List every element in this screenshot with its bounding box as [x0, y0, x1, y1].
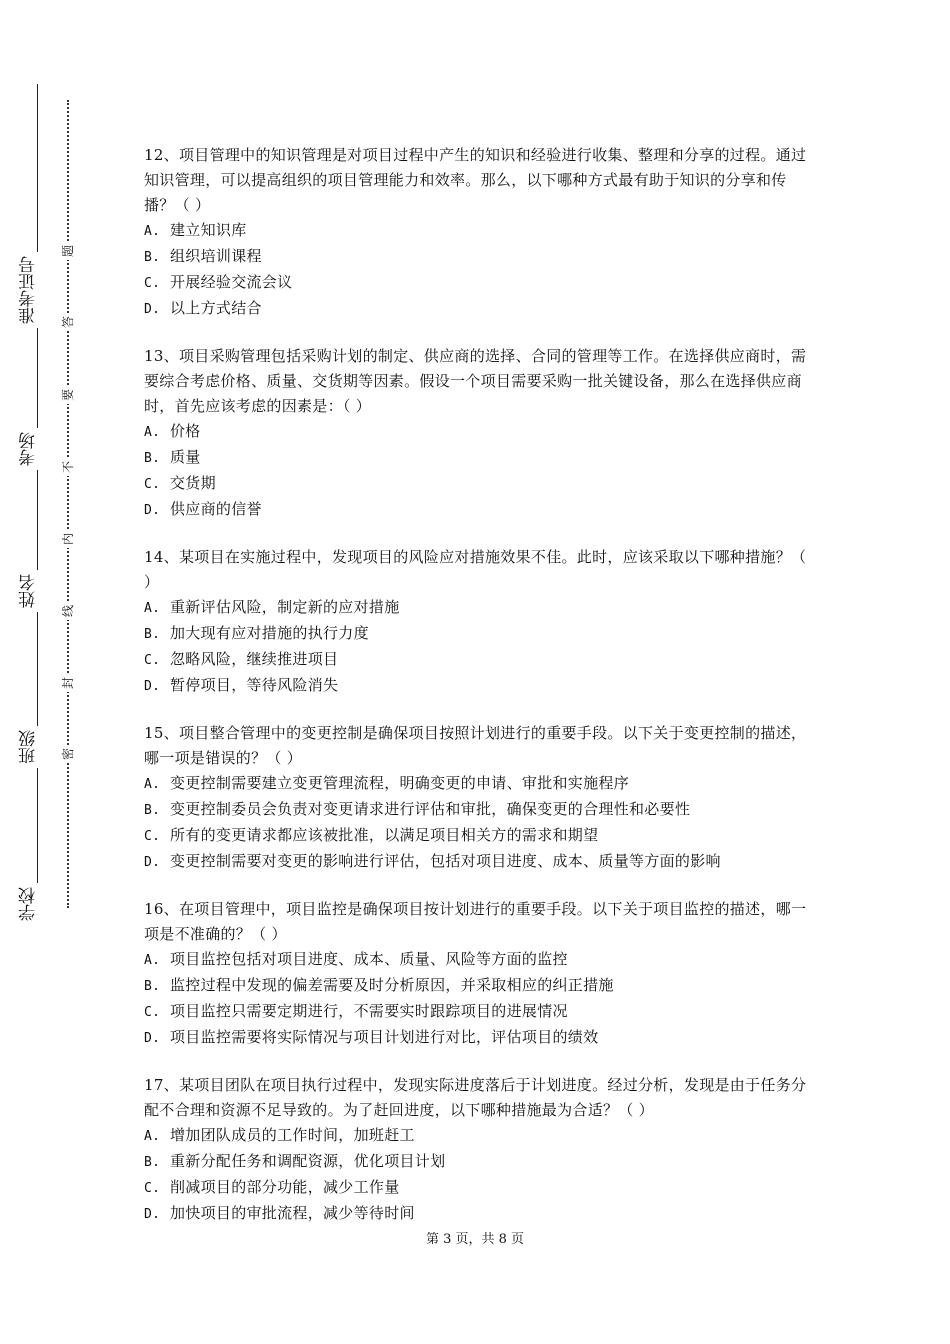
option-letter: B.	[144, 979, 161, 994]
option-a	[144, 595, 816, 621]
option-text: 所有的变更请求都应该被批准，以满足项目相关方的需求和期望	[170, 826, 599, 844]
option-letter: A.	[144, 601, 161, 616]
option-text: 价格	[170, 422, 201, 440]
option-b	[144, 244, 816, 270]
option-text: 重新分配任务和调配资源，优化项目计划	[170, 1152, 446, 1170]
option-letter: C.	[144, 276, 161, 291]
option-letter: A.	[144, 953, 161, 968]
binding-solid-line	[37, 84, 38, 924]
option-letter: A.	[144, 1129, 161, 1144]
option-text: 监控过程中发现的偏差需要及时分析原因，并采取相应的纠正措施	[170, 976, 614, 994]
option-b	[144, 445, 816, 471]
seal-char: 题	[59, 242, 77, 260]
option-c	[144, 270, 816, 296]
option-letter: D.	[144, 503, 161, 518]
option-letter: C.	[144, 477, 161, 492]
option-d	[144, 296, 816, 322]
option-text: 变更控制委员会负责对变更请求进行评估和审批，确保变更的合理性和必要性	[170, 800, 691, 818]
question-stem: 14、某项目在实施过程中，发现项目的风险应对措施效果不佳。此时，应该采取以下哪种措施？（ ）	[144, 548, 807, 591]
option-letter: C.	[144, 1005, 161, 1020]
seal-char: 要	[59, 386, 77, 404]
option-text: 交货期	[170, 474, 216, 492]
option-d	[144, 849, 816, 875]
option-letter: D.	[144, 855, 161, 870]
question-stem: 12、项目管理中的知识管理是对项目过程中产生的知识和经验进行收集、整理和分享的过程。通过知识管理，可以提高组织的项目管理能力和效率。那么，以下哪种方式最有助于知识的分享和传播？（ ）	[144, 146, 807, 214]
option-a	[144, 218, 816, 244]
option-c	[144, 1175, 816, 1201]
option-d	[144, 497, 816, 523]
option-letter: D.	[144, 302, 161, 317]
option-c	[144, 823, 816, 849]
option-text: 加快项目的审批流程，减少等待时间	[170, 1204, 415, 1222]
option-d	[144, 1201, 816, 1227]
seal-char: 封	[59, 674, 77, 692]
option-letter: C.	[144, 829, 161, 844]
option-letter: B.	[144, 627, 161, 642]
option-text: 项目监控只需要定期进行，不需要实时跟踪项目的进展情况	[170, 1002, 568, 1020]
option-text: 增加团队成员的工作时间，加班赶工	[170, 1126, 415, 1144]
binding-margin	[0, 0, 110, 1344]
option-letter: B.	[144, 1155, 161, 1170]
option-b	[144, 1149, 816, 1175]
option-letter: A.	[144, 777, 161, 792]
option-b	[144, 973, 816, 999]
question-14	[144, 545, 816, 699]
question-stem: 15、项目整合管理中的变更控制是确保项目按照计划进行的重要手段。以下关于变更控制的描述，哪一项是错误的？（ ）	[144, 724, 807, 767]
option-letter: B.	[144, 250, 161, 265]
option-text: 建立知识库	[170, 221, 247, 239]
question-17	[144, 1073, 816, 1227]
option-letter: D.	[144, 679, 161, 694]
option-text: 削减项目的部分功能，减少工作量	[170, 1178, 400, 1196]
exam-room-label: 考场	[21, 428, 53, 470]
question-12	[144, 143, 816, 322]
option-text: 开展经验交流会议	[170, 273, 293, 291]
option-d	[144, 673, 816, 699]
seal-char: 线	[59, 602, 77, 620]
option-text: 暂停项目，等待风险消失	[170, 676, 339, 694]
option-text: 变更控制需要对变更的影响进行评估，包括对项目进度、成本、质量等方面的影响	[170, 852, 721, 870]
option-a	[144, 771, 816, 797]
seal-char: 内	[59, 530, 77, 548]
seal-char: 密	[59, 745, 77, 763]
option-text: 项目监控需要将实际情况与项目计划进行对比，评估项目的绩效	[170, 1028, 599, 1046]
option-c	[144, 999, 816, 1025]
option-text: 忽略风险，继续推进项目	[170, 650, 339, 668]
option-letter: B.	[144, 451, 161, 466]
question-stem: 16、在项目管理中，项目监控是确保项目按计划进行的重要手段。以下关于项目监控的描述，哪一项是不准确的？（ ）	[144, 900, 807, 943]
option-letter: C.	[144, 1181, 161, 1196]
option-letter: B.	[144, 803, 161, 818]
question-13	[144, 344, 816, 523]
seal-char: 不	[59, 458, 77, 476]
seal-char: 答	[59, 313, 77, 331]
name-label: 姓名	[21, 570, 53, 612]
exam-number-label: 准考证号	[21, 252, 53, 328]
option-text: 组织培训课程	[170, 247, 262, 265]
option-text: 供应商的信誉	[170, 500, 262, 518]
option-text: 加大现有应对措施的执行力度	[170, 624, 369, 642]
page-number: 第 3 页，共 8 页	[425, 1232, 525, 1247]
option-a	[144, 947, 816, 973]
option-a	[144, 1123, 816, 1149]
school-label: 学校	[21, 883, 53, 925]
option-d	[144, 1025, 816, 1051]
question-15	[144, 721, 816, 875]
question-stem: 13、项目采购管理包括采购计划的制定、供应商的选择、合同的管理等工作。在选择供应商时，需要综合考虑价格、质量、交货期等因素。假设一个项目需要采购一批关键设备，那么在选择供应商时，首先应该考虑的因素是：（ ）	[144, 347, 807, 415]
option-letter: C.	[144, 653, 161, 668]
option-text: 重新评估风险，制定新的应对措施	[170, 598, 400, 616]
option-b	[144, 621, 816, 647]
question-list	[144, 143, 816, 1249]
option-text: 变更控制需要建立变更管理流程，明确变更的申请、审批和实施程序	[170, 774, 630, 792]
option-text: 质量	[170, 448, 201, 466]
question-16	[144, 897, 816, 1051]
option-letter: A.	[144, 224, 161, 239]
option-b	[144, 797, 816, 823]
option-c	[144, 471, 816, 497]
option-letter: A.	[144, 425, 161, 440]
option-c	[144, 647, 816, 673]
option-text: 项目监控包括对项目进度、成本、质量、风险等方面的监控	[170, 950, 568, 968]
binding-seal-line	[67, 100, 69, 908]
option-a	[144, 419, 816, 445]
question-stem: 17、某项目团队在项目执行过程中，发现实际进度落后于计划进度。经过分析，发现是由于任务分配不合理和资源不足导致的。为了赶回进度，以下哪种措施最为合适？（ ）	[144, 1076, 807, 1119]
class-label: 班级	[21, 726, 53, 768]
option-letter: D.	[144, 1207, 161, 1222]
option-text: 以上方式结合	[170, 299, 262, 317]
option-letter: D.	[144, 1031, 161, 1046]
